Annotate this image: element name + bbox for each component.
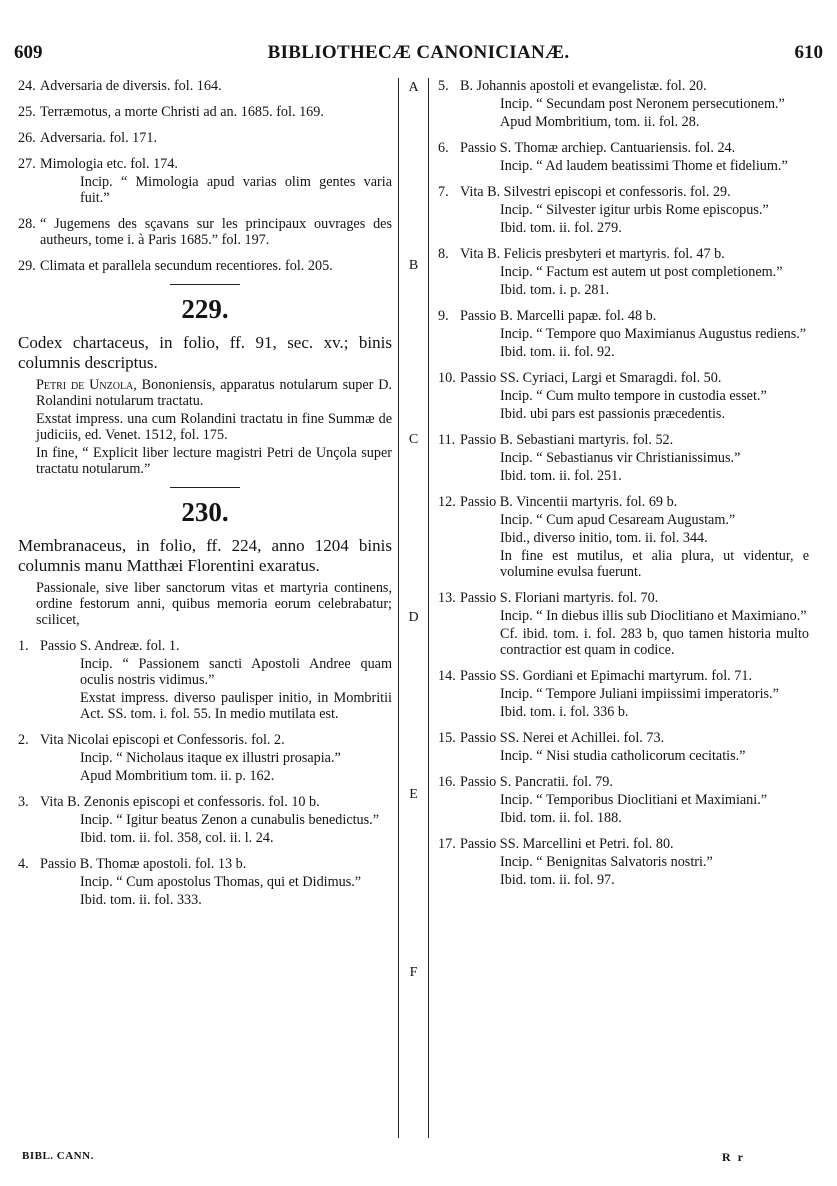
- entry-incipit: Incip. “ Silvester igitur urbis Rome episcopus.”: [500, 202, 769, 218]
- entry-number: 11.: [438, 432, 456, 448]
- entry-number: 8.: [438, 246, 449, 262]
- list-entry: [18, 216, 392, 248]
- section-divider: [170, 284, 240, 285]
- entry-title: Adversaria de diversis. fol. 164.: [40, 78, 222, 94]
- margin-letter-b: B: [408, 258, 419, 273]
- section-divider: [170, 487, 240, 488]
- entry-title: Passio SS. Marcellini et Petri. fol. 80.: [460, 836, 674, 852]
- entry-incipit: Incip. “ Cum apostolus Thomas, qui et Didimus.”: [80, 874, 362, 890]
- list-entry: [438, 246, 809, 298]
- entry-note: Ibid. tom. ii. fol. 251.: [500, 468, 622, 484]
- list-entry: [18, 130, 392, 146]
- entry-incipit: Incip. “ Passionem sancti Apostoli Andree quam oculis nostris vidimus.”: [80, 656, 392, 688]
- list-entry: [438, 184, 809, 236]
- entry-note: Ibid., diverso initio, tom. ii. fol. 344.: [500, 530, 708, 546]
- margin-letter-e: E: [409, 787, 418, 802]
- entry-note: In fine est mutilus, et alia plura, ut videntur, e volumine evulsa fuerunt.: [500, 548, 809, 580]
- entry-number: 10.: [438, 370, 456, 386]
- entry-note: Ibid. tom. ii. fol. 188.: [500, 810, 622, 826]
- running-header: [14, 42, 823, 70]
- entry-note: Ibid. tom. ii. fol. 333.: [80, 892, 202, 908]
- entry-title: Climata et parallela secundum recentiores. fol. 205.: [40, 258, 333, 274]
- gathering-mark: R r: [722, 1150, 745, 1164]
- entry-title: “ Jugemens des sçavans sur les principaux ouvrages des autheurs, tome i. à Paris 1685.” fol. 197.: [40, 216, 392, 248]
- entry-incipit: Incip. “ Nicholaus itaque ex illustri prosapia.”: [80, 750, 341, 766]
- list-entry: [438, 78, 809, 130]
- list-entry: [438, 370, 809, 422]
- entry-note: Apud Mombritium tom. ii. p. 162.: [80, 768, 275, 784]
- list-entry: [18, 856, 392, 908]
- list-entry: [438, 494, 809, 580]
- entry-incipit: Incip. “ In diebus illis sub Dioclitiano et Maximiano.”: [500, 608, 807, 624]
- list-entry: [18, 794, 392, 846]
- entry-title: Passio B. Thomæ apostoli. fol. 13 b.: [40, 856, 247, 872]
- list-entry: [438, 140, 809, 174]
- entry-title: Passio S. Andreæ. fol. 1.: [40, 638, 180, 654]
- margin-letter-a: A: [408, 80, 419, 95]
- entry-note: Exstat impress. diverso paulisper initio, in Mombritii Act. SS. tom. i. fol. 55. In medio mutilata est.: [80, 690, 392, 722]
- list-entry: [18, 732, 392, 784]
- entry-number: 3.: [18, 794, 29, 810]
- list-entry: [18, 156, 392, 206]
- entry-number: 25.: [18, 104, 36, 120]
- entry-title: Passio B. Sebastiani martyris. fol. 52.: [460, 432, 674, 448]
- entry-incipit: Incip. “ Sebastianus vir Christianissimus.”: [500, 450, 741, 466]
- entry-incipit: Incip. “ Factum est autem ut post completionem.”: [500, 264, 783, 280]
- list-entry: [18, 104, 392, 120]
- entry-title: Terræmotus, a morte Christi ad an. 1685. fol. 169.: [40, 104, 324, 120]
- left-page-number: 609: [14, 42, 43, 63]
- entry-title: Vita B. Silvestri episcopi et confessoris. fol. 29.: [460, 184, 731, 200]
- codex-230-number: 230.: [181, 497, 229, 527]
- margin-letter-f: F: [409, 965, 418, 980]
- codex-229-note-2: In fine, “ Explicit liber lecture magistri Petri de Unçola super tractatu notularum.”: [36, 445, 392, 477]
- entry-incipit: Incip. “ Mimologia apud varias olim gentes varia fuit.”: [80, 174, 392, 206]
- entry-title: Passio B. Vincentii martyris. fol. 69 b.: [460, 494, 678, 510]
- entry-number: 29.: [18, 258, 36, 274]
- entry-number: 2.: [18, 732, 29, 748]
- entry-note: Ibid. tom. i. fol. 336 b.: [500, 704, 629, 720]
- entry-number: 1.: [18, 638, 29, 654]
- entry-note: Ibid. tom. ii. fol. 92.: [500, 344, 615, 360]
- list-entry: [438, 774, 809, 826]
- entry-incipit: Incip. “ Cum apud Cesaream Augustam.”: [500, 512, 736, 528]
- entry-note: Apud Mombritium, tom. ii. fol. 28.: [500, 114, 700, 130]
- entry-title: Passio S. Floriani martyris. fol. 70.: [460, 590, 659, 606]
- entry-incipit: Incip. “ Temporibus Dioclitiani et Maximiani.”: [500, 792, 768, 808]
- entry-title: B. Johannis apostoli et evangelistæ. fol. 20.: [460, 78, 707, 94]
- list-entry: [438, 590, 809, 658]
- entry-title: Vita Nicolai episcopi et Confessoris. fol. 2.: [40, 732, 285, 748]
- entries-24-29: [18, 78, 392, 274]
- entry-note: Ibid. tom. ii. fol. 97.: [500, 872, 615, 888]
- entry-title: Passio SS. Nerei et Achillei. fol. 73.: [460, 730, 665, 746]
- list-entry: [438, 730, 809, 764]
- entry-number: 27.: [18, 156, 36, 172]
- entry-title: Passio B. Marcelli papæ. fol. 48 b.: [460, 308, 657, 324]
- entry-number: 9.: [438, 308, 449, 324]
- entry-title: Passio S. Thomæ archiep. Cantuariensis. fol. 24.: [460, 140, 736, 156]
- entry-number: 6.: [438, 140, 449, 156]
- entry-number: 14.: [438, 668, 456, 684]
- entry-note: Ibid. tom. ii. fol. 358, col. ii. l. 24.: [80, 830, 274, 846]
- entries-1-4: [18, 638, 392, 908]
- right-column: [438, 78, 809, 898]
- left-column: [18, 78, 392, 918]
- right-page-number: 610: [794, 42, 823, 63]
- entry-title: Passio SS. Cyriaci, Largi et Smaragdi. fol. 50.: [460, 370, 722, 386]
- list-entry: [438, 668, 809, 720]
- codex-229-author-rest: , Bononiensis, apparatus notularum super D. Rolandini notularum tractatu.: [36, 377, 392, 409]
- list-entry: [438, 308, 809, 360]
- entry-number: 12.: [438, 494, 456, 510]
- entry-incipit: Incip. “ Cum multo tempore in custodia esset.”: [500, 388, 767, 404]
- entry-note: Ibid. tom. i. p. 281.: [500, 282, 610, 298]
- entry-number: 24.: [18, 78, 36, 94]
- entry-number: 15.: [438, 730, 456, 746]
- codex-229-description: Codex chartaceus, in folio, ff. 91, sec. xv.; binis columnis descriptus.: [18, 333, 392, 372]
- entry-note: Ibid. ubi pars est passionis præcedentis.: [500, 406, 725, 422]
- codex-229-body: [36, 377, 392, 477]
- entry-incipit: Incip. “ Ad laudem beatissimi Thome et fidelium.”: [500, 158, 788, 174]
- list-entry: [438, 432, 809, 484]
- entry-title: Vita B. Zenonis episcopi et confessoris. fol. 10 b.: [40, 794, 320, 810]
- entry-title: Adversaria. fol. 171.: [40, 130, 158, 146]
- entry-number: 17.: [438, 836, 456, 852]
- entry-incipit: Incip. “ Nisi studia catholicorum cecitatis.”: [500, 748, 746, 764]
- signature-mark: BIBL. CANN.: [22, 1150, 94, 1162]
- entry-note: Ibid. tom. ii. fol. 279.: [500, 220, 622, 236]
- entry-title: Passio SS. Gordiani et Epimachi martyrum. fol. 71.: [460, 668, 752, 684]
- entry-note: Cf. ibid. tom. i. fol. 283 b, quo tamen historia multo contractior est quam in codice.: [500, 626, 809, 658]
- entry-incipit: Incip. “ Tempore quo Maximianus Augustus rediens.”: [500, 326, 807, 342]
- codex-229-note-1: Exstat impress. una cum Rolandini tractatu in fine Summæ de judiciis, ed. Venet. 1512, fol. 175.: [36, 411, 392, 443]
- entry-incipit: Incip. “ Benignitas Salvatoris nostri.”: [500, 854, 713, 870]
- entry-incipit: Incip. “ Tempore Juliani impiissimi imperatoris.”: [500, 686, 779, 702]
- entry-incipit: Incip. “ Igitur beatus Zenon a cunabulis benedictus.”: [80, 812, 380, 828]
- margin-letter-c: C: [408, 432, 419, 447]
- list-entry: [18, 78, 392, 94]
- margin-letter-d: D: [408, 610, 419, 625]
- codex-230-description: Membranaceus, in folio, ff. 224, anno 1204 binis columnis manu Matthæi Florentini exaratus.: [18, 536, 392, 575]
- entry-title: Vita B. Felicis presbyteri et martyris. fol. 47 b.: [460, 246, 725, 262]
- entry-title: Passio S. Pancratii. fol. 79.: [460, 774, 613, 790]
- entry-number: 7.: [438, 184, 449, 200]
- codex-229-number: 229.: [181, 294, 229, 324]
- entry-number: 28.: [18, 216, 36, 232]
- running-title: BIBLIOTHECÆ CANONICIANÆ.: [267, 42, 570, 63]
- list-entry: [18, 638, 392, 722]
- list-entry: [18, 258, 392, 274]
- codex-229-author-name: Petri de Unzola: [36, 377, 134, 393]
- entry-number: 26.: [18, 130, 36, 146]
- entry-number: 4.: [18, 856, 29, 872]
- entry-title: Mimologia etc. fol. 174.: [40, 156, 178, 172]
- entry-number: 13.: [438, 590, 456, 606]
- entries-5-17: [438, 78, 809, 888]
- column-rule-right: [428, 78, 429, 1138]
- entry-number: 5.: [438, 78, 449, 94]
- codex-229-author: [36, 377, 392, 409]
- list-entry: [438, 836, 809, 888]
- entry-number: 16.: [438, 774, 456, 790]
- codex-230-intro: Passionale, sive liber sanctorum vitas et martyria continens, ordine festorum anni, quibus memoria eorum celebrabatur; scilicet,: [36, 580, 392, 628]
- entry-incipit: Incip. “ Secundam post Neronem persecutionem.”: [500, 96, 785, 112]
